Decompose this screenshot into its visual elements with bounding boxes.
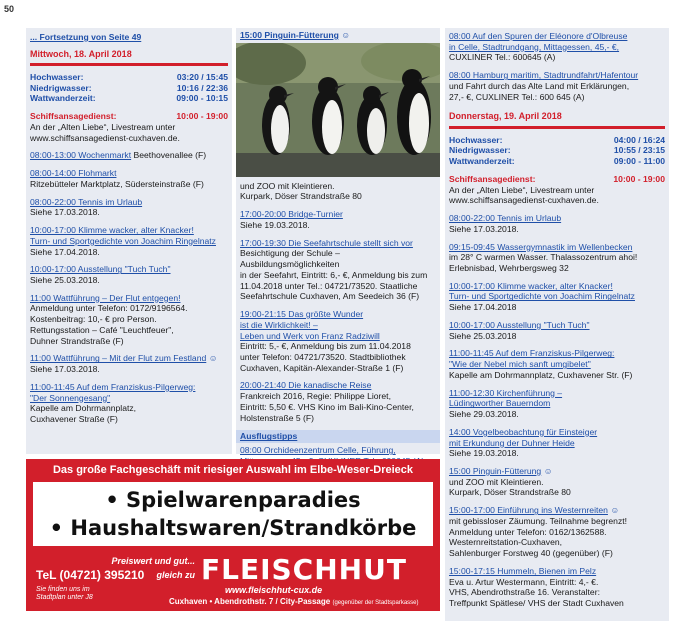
ad-map-hint-line: Sie finden uns im (36, 586, 90, 593)
event-tennis (449, 213, 665, 234)
event-text: Kapelle am Dohrmannplatz, (30, 403, 137, 414)
tide-table (449, 135, 665, 167)
event-title: 08:00-14:00 Flohmarkt (30, 168, 117, 179)
event-text: VHS, Abendrothstraße 16. Veranstalter: (449, 587, 600, 598)
event-title: 10:00-17:00 Ausstellung "Tuch Tuch" (30, 264, 171, 275)
event-title: 11:00-12:30 Kirchenführung – (449, 387, 563, 398)
event-title: in Celle, Stadtrundgang, Mittagessen, 45,- €, (449, 41, 620, 52)
penguin-photo (236, 43, 440, 177)
event-text: mit gebissloser Zäumung. Teilnahme begrenzt! (449, 515, 628, 526)
ad-footer (33, 554, 433, 606)
ad-slogan (103, 554, 195, 583)
event-text: Anmeldung unter Telefon: 0172/9196564. (30, 303, 188, 314)
smiley-icon: ☺ (610, 505, 620, 516)
event-tennis (30, 197, 228, 218)
tide-value: 09:00 - 10:15 (176, 93, 228, 104)
event-wochenmarkt (30, 150, 228, 161)
tide-label: Niedrigwasser: (449, 145, 511, 156)
event-text: Erlebnisbad, Wehrbergsweg 32 (449, 263, 569, 273)
ad-phone: TeL (04721) 395210 (36, 568, 145, 582)
ad-map-hint-line: Stadtplan unter J8 (36, 593, 93, 601)
event-tuch (30, 264, 228, 285)
event-text: 27,- €, CUXLINER Tel.: 600 645 (A) (449, 91, 585, 102)
smiley-icon: ☺ (208, 353, 218, 364)
event-wunder (240, 309, 436, 373)
event-text: in der Seefahrt, Eintritt: 6,- €, Anmeldung bis zum (240, 269, 428, 280)
event-title: Leben und Werk von Franz Radziwill (240, 330, 380, 341)
date-header: Donnerstag, 19. April 2018 (449, 109, 665, 128)
column-thursday (445, 28, 669, 621)
column-wednesday (26, 28, 232, 454)
event-klimme (449, 281, 665, 313)
event-title: 08:00-22:00 Tennis im Urlaub (30, 196, 143, 207)
event-kirchenfuehrung (449, 388, 665, 420)
event-hummeln (449, 566, 665, 609)
event-text: CUXLINER Tel.: 600645 (A) (449, 52, 556, 63)
event-title: 15:00 Pinguin-Fütterung (240, 30, 339, 40)
event-text: Kostenbeitrag: 10,- € pro Person. (30, 314, 157, 325)
tide-value: 09:00 - 11:00 (613, 156, 665, 167)
ad-address-main: Cuxhaven • Abendrothstr. 7 / City-Passage (169, 597, 331, 606)
event-schiffsansage (30, 111, 228, 143)
event-title: 14:00 Vogelbeobachtung für Einsteiger (449, 426, 598, 437)
event-text: Seefahrtschule Cuxhaven, Am Seedeich 36 (F) (240, 291, 420, 302)
event-text: Beethovenallee (F) (131, 150, 207, 161)
tide-value: 10:55 / 23:15 (613, 145, 665, 156)
event-title: 15:00-17:00 Einführung ins Westernreiten (449, 505, 608, 516)
event-title: 20:00-21:40 Die kanadische Reise (240, 380, 372, 391)
event-wassergymnastik (449, 242, 665, 274)
page-number: 50 (4, 4, 15, 14)
event-text: Duhner Strandstraße (F) (30, 335, 124, 346)
event-title: ist die Wirklichkeit! – (240, 319, 318, 330)
fleischhut-advertisement (26, 459, 440, 611)
event-text: Treffpunkt Spätlese/ VHS der Stadt Cuxhaven (449, 598, 624, 609)
event-text: Siehe 17.04.2018 (449, 302, 517, 313)
tide-value: 10:16 / 22:36 (176, 82, 228, 93)
event-text: Frankreich 2016, Regie: Philippe Lioret, (240, 391, 391, 402)
ad-line-spielwaren: • Spielwarenparadies (105, 487, 361, 512)
event-bridge (240, 209, 436, 230)
event-title: Turn- und Sportgedichte von Joachim Ringelnatz (30, 235, 216, 246)
event-text: Siehe 19.03.2018. (449, 448, 519, 459)
event-hamburg-maritim (449, 70, 665, 102)
event-text: An der „Alten Liebe“, Livestream unter www.schiffsansagedienst-cuxhaven.de. (30, 121, 180, 143)
ad-address (169, 597, 419, 608)
ad-product-box (33, 482, 433, 546)
ad-map-hint (36, 586, 93, 601)
event-title: 17:00-20:00 Bridge-Turnier (240, 209, 343, 220)
smiley-icon: ☺ (341, 30, 350, 40)
event-text: Rettungsstation – Café "Leuchtfeuer", (30, 324, 174, 335)
event-title: "Der Sonnengesang" (30, 392, 111, 403)
event-title: "Wie der Nebel mich sanft umgibelet" (449, 359, 591, 370)
event-flohmarkt (30, 168, 228, 189)
event-pinguin (449, 466, 665, 498)
continuation-note: ... Fortsetzung von Seite 49 (30, 32, 142, 42)
event-title: 11:00 Wattführung – Mit der Flut zum Festland (30, 353, 207, 364)
event-title: Turn- und Sportgedichte von Joachim Ringelnatz (449, 291, 635, 302)
event-eleonore (449, 28, 665, 63)
event-text: Holstenstraße 5 (F) (240, 412, 315, 423)
event-title: 15:00-17:15 Hummeln, Bienen im Pelz (449, 565, 597, 576)
event-title: 19:00-21:15 Das größte Wunder (240, 309, 364, 320)
event-text: Anmeldung unter Telefon: 0162/1362588. (449, 526, 607, 537)
event-text: Westernreitstation-Cuxhaven, (449, 537, 563, 548)
event-pilgerweg (449, 348, 665, 380)
event-text: Siehe 19.03.2018. (240, 219, 310, 230)
ad-website: www.fleischhut-cux.de (225, 585, 323, 595)
tide-value: 03:20 / 15:45 (176, 71, 228, 82)
event-westernreiten (449, 505, 665, 559)
event-text: Siehe 25.03.2018. (30, 275, 100, 285)
event-text: Cuxhaven, Kapitän-Alexander-Straße 1 (F) (240, 362, 404, 373)
event-text: Eintritt: 5,50 €. VHS Kino im Bali-Kino-Center, (240, 401, 414, 412)
event-text: Sahlenburger Forstweg 40 (gegenüber) (F) (449, 548, 613, 559)
event-text: Siehe 17.03.2018. (30, 207, 100, 218)
event-title: Schiffsansagedienst: (30, 111, 117, 122)
event-title: 09:15-09:45 Wassergymnastik im Wellenbecken (449, 241, 633, 252)
event-text: Eintritt: 5,- €, Anmeldung bis zum 11.04.2018 (240, 341, 411, 352)
event-title: 10:00-17:00 Klimme wacker, alter Knacker! (449, 280, 613, 291)
event-pinguin-details (240, 181, 436, 202)
event-text: Kapelle am Dohrmannplatz, Cuxhavener Str. (F) (449, 369, 633, 380)
event-pilgerweg (30, 382, 228, 425)
event-text: Ritzebütteler Marktplatz, Südersteinstraße (F) (30, 178, 204, 189)
event-seefahrtschule (240, 238, 436, 302)
event-title: Lüdingworther Bauerndom (449, 398, 551, 409)
event-text: Besichtigung der Schule – Ausbildungsmöglichkeiten (240, 248, 340, 270)
tide-table (30, 72, 228, 104)
event-kanadische-reise (240, 380, 436, 423)
event-title: 08:00 Auf den Spuren der Eléonore d'Olbreuse (449, 31, 628, 41)
event-text: im 28° C warmen Wasser. Thalassozentrum ahoi! (449, 252, 638, 263)
tide-label: Wattwanderzeit: (30, 93, 96, 104)
event-time: 10:00 - 19:00 (176, 111, 228, 122)
event-text: Cuxhavener Straße (F) (30, 414, 118, 425)
event-klimme (30, 225, 228, 257)
event-title: 11:00-11:45 Auf dem Franziskus-Pilgerweg: (30, 381, 196, 392)
event-text: Kurpark, Döser Strandstraße 80 (449, 487, 571, 498)
tide-label: Niedrigwasser: (30, 82, 92, 93)
event-title: 08:00-22:00 Tennis im Urlaub (449, 213, 562, 224)
event-text: und Fahrt durch das Alte Land mit Erklärungen, (449, 80, 630, 91)
event-title: 10:00-17:00 Ausstellung "Tuch Tuch" (449, 319, 590, 330)
event-title: 08:00 Orchideenzentrum Celle, Führung, (240, 445, 396, 456)
event-text: und ZOO mit Kleintieren. (449, 476, 544, 487)
event-title: 17:00-19:30 Die Seefahrtschule stellt sich vor (240, 237, 413, 248)
tide-value: 04:00 / 16:24 (613, 134, 665, 145)
event-text: Siehe 17.04.2018. (30, 246, 100, 257)
event-text: und ZOO mit Kleintieren. (240, 180, 335, 191)
event-text: Siehe 17.03.2018. (449, 223, 519, 234)
column-wednesday-continued (236, 28, 440, 454)
event-text: Kurpark, Döser Strandstraße 80 (240, 191, 362, 202)
event-title: Schiffsansagedienst: (449, 173, 536, 184)
event-title: 15:00 Pinguin-Fütterung (449, 466, 542, 477)
event-text: An der „Alten Liebe“, Livestream unter www.schiffsansagedienst-cuxhaven.de. (449, 184, 599, 206)
tide-label: Hochwasser: (30, 71, 84, 82)
ad-slogan-line: Preiswert und gut... (111, 556, 195, 566)
ad-address-note: (gegenüber der Stadtsparkasse) (332, 600, 419, 606)
event-title: 10:00-17:00 Klimme wacker, alter Knacker! (30, 225, 194, 236)
ad-headline: Das große Fachgeschäft mit riesiger Auswahl im Elbe-Weser-Dreieck (52, 464, 414, 476)
event-title: mit Erkundung der Duhner Heide (449, 437, 575, 448)
event-wattfuehrung-1 (30, 293, 228, 347)
tide-label: Hochwasser: (449, 134, 503, 145)
event-time: 10:00 - 19:00 (613, 173, 665, 184)
event-title: 08:00 Hamburg maritim, Stadtrundfahrt/Hafentour (449, 70, 639, 81)
ausflugstipps-header: Ausflugstipps (236, 430, 440, 443)
event-title: 11:00-11:45 Auf dem Franziskus-Pilgerweg: (449, 348, 615, 359)
ad-brand-logo: FLEISCHHUT (201, 553, 407, 586)
event-text: Siehe 29.03.2018. (449, 409, 519, 420)
ad-line-haushalt: • Haushaltswaren/Strandkörbe (49, 515, 417, 540)
event-text: unter Telefon: 04721/73520. Stadtbibliothek (240, 352, 406, 363)
event-vogelbeobachtung (449, 427, 665, 459)
event-wattfuehrung-2 (30, 353, 228, 374)
event-title: 11:00 Wattführung – Der Flut entgegen! (30, 292, 181, 303)
tide-label: Wattwanderzeit: (449, 156, 515, 167)
event-text: Siehe 25.03.2018 (449, 330, 517, 341)
event-title: 08:00-13:00 Wochenmarkt (30, 150, 132, 161)
ad-slogan-line: gleich zu (156, 570, 195, 581)
event-tuch (449, 320, 665, 341)
date-header: Mittwoch, 18. April 2018 (30, 47, 228, 66)
event-schiffsansage (449, 174, 665, 206)
event-text: Eva u. Artur Westermann, Eintritt: 4,- €. (449, 576, 599, 587)
event-text: 11.04.2018 unter Tel.: 04721/73520. Staatliche (240, 280, 418, 291)
event-text: Siehe 17.03.2018. (30, 364, 100, 375)
smiley-icon: ☺ (543, 466, 553, 477)
